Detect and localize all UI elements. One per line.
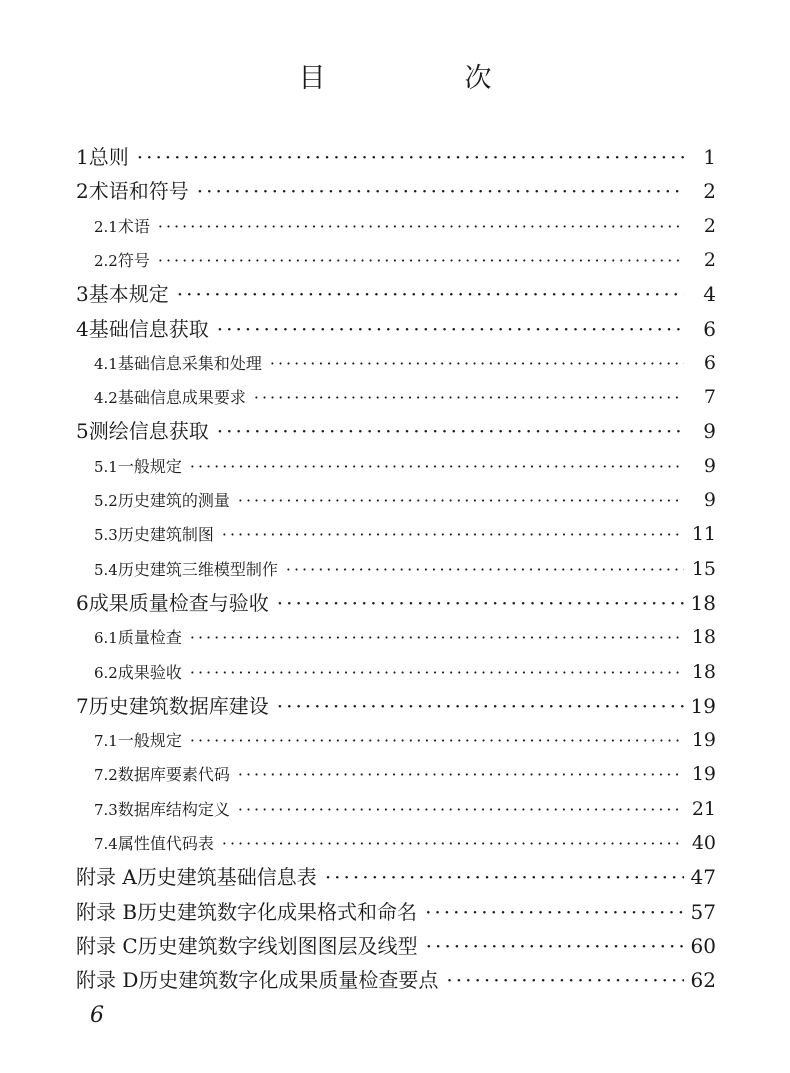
toc-entry-label: 历史建筑的测量 xyxy=(117,491,230,510)
toc-entry-page: 9 xyxy=(703,489,716,511)
toc-entry-page: 18 xyxy=(691,660,716,683)
toc-entry-label: 数据库结构定义 xyxy=(117,799,230,819)
toc-entry-number: 2 xyxy=(76,179,89,204)
toc-entry[interactable] xyxy=(76,414,716,448)
toc-entry-number: 2.2 xyxy=(94,251,118,270)
toc-entry-page: 60 xyxy=(690,933,716,958)
toc-entry[interactable] xyxy=(76,277,716,311)
toc-entry-label: 历史建筑基础信息表 xyxy=(136,865,317,890)
toc-dot-leader xyxy=(190,450,684,484)
toc-dot-leader xyxy=(238,484,684,518)
toc-dot-leader xyxy=(197,174,684,208)
toc-entry-label: 基本规定 xyxy=(88,282,169,307)
page-number: 6 xyxy=(90,1003,104,1028)
toc-entry[interactable] xyxy=(76,174,716,208)
toc-entry-number: 6 xyxy=(76,590,89,615)
toc-entry-label: 历史建筑数据库建设 xyxy=(88,693,269,718)
toc-entry-label: 基础信息获取 xyxy=(88,316,209,341)
toc-dot-leader xyxy=(190,621,684,655)
toc-entry[interactable] xyxy=(94,517,716,551)
toc-entry-page: 21 xyxy=(691,797,716,820)
toc-dot-leader xyxy=(286,553,684,587)
toc-entry-number: 7.3 xyxy=(94,800,118,819)
toc-entry-number: 2.1 xyxy=(94,217,118,236)
toc-entry[interactable] xyxy=(76,586,716,620)
toc-entry-label: 质量检查 xyxy=(117,628,182,648)
toc-entry-label: 历史建筑数字化成果质量检查要点 xyxy=(138,968,439,993)
toc-entry[interactable] xyxy=(76,689,716,723)
toc-entry-page: 40 xyxy=(691,832,716,854)
toc-entry-label: 数据库要素代码 xyxy=(117,765,230,785)
toc-entry-label: 成果验收 xyxy=(117,662,182,682)
toc-entry-number: 附录 C xyxy=(76,933,138,958)
toc-dot-leader xyxy=(277,586,684,620)
toc-entry[interactable] xyxy=(76,963,716,997)
toc-entry-number: 6.2 xyxy=(94,663,118,682)
toc-entry-label: 历史建筑数字化成果格式和命名 xyxy=(137,899,418,924)
toc-entry-page: 19 xyxy=(691,729,716,752)
toc-entry-page: 6 xyxy=(703,351,716,374)
toc-entry-label: 历史建筑三维模型制作 xyxy=(117,559,278,579)
toc-entry[interactable] xyxy=(76,929,716,963)
toc-entry-page: 7 xyxy=(703,386,716,409)
toc-dot-leader xyxy=(425,895,684,929)
toc-entry[interactable] xyxy=(94,380,716,414)
toc-entry-number: 7.4 xyxy=(94,835,118,853)
toc-entry-label: 历史建筑制图 xyxy=(117,525,214,545)
toc-dot-leader xyxy=(238,758,684,792)
toc-dot-leader xyxy=(137,140,684,174)
toc-entry-label: 测绘信息获取 xyxy=(88,419,209,444)
toc-entry-label: 一般规定 xyxy=(117,456,182,476)
toc-entry-page: 9 xyxy=(703,454,716,477)
toc-entry[interactable] xyxy=(94,792,716,826)
toc-dot-leader xyxy=(277,689,684,723)
toc-entry-page: 11 xyxy=(691,523,716,546)
toc-entry[interactable] xyxy=(94,483,716,517)
toc-entry-number: 4.2 xyxy=(94,389,118,408)
toc-entry[interactable] xyxy=(94,757,716,791)
toc-entry-number: 4 xyxy=(76,316,89,341)
toc-entry-label: 一般规定 xyxy=(117,731,182,751)
toc-entry[interactable] xyxy=(94,243,716,277)
toc-entry[interactable] xyxy=(94,655,716,689)
toc-entry-page: 1 xyxy=(703,145,716,169)
toc-entry-page: 4 xyxy=(703,282,716,307)
toc-entry-page: 9 xyxy=(703,419,716,444)
toc-title: 目 次 xyxy=(298,63,548,94)
toc-entry[interactable] xyxy=(76,895,716,929)
toc-entry-number: 5.4 xyxy=(94,560,118,579)
toc-dot-leader xyxy=(190,656,684,690)
toc-dot-leader xyxy=(325,860,684,894)
toc-dot-leader xyxy=(254,381,684,415)
toc-entry-number: 附录 D xyxy=(76,968,139,993)
toc-entry[interactable] xyxy=(94,346,716,380)
toc-entry[interactable] xyxy=(94,723,716,757)
toc-entry-number: 7.1 xyxy=(94,732,118,751)
toc-entry-label: 基础信息采集和处理 xyxy=(117,353,262,373)
toc-entry-page: 19 xyxy=(691,763,716,786)
toc-entry-page: 18 xyxy=(691,626,716,649)
toc-entry-label: 总则 xyxy=(88,145,129,169)
toc-dot-leader xyxy=(446,963,684,997)
toc-dot-leader xyxy=(426,929,684,963)
toc-entry-page: 47 xyxy=(690,865,716,890)
toc-entry-number: 5.1 xyxy=(94,457,118,476)
toc-dot-leader xyxy=(158,210,684,244)
toc-entry-label: 成果质量检查与验收 xyxy=(88,590,269,615)
toc-dot-leader xyxy=(217,414,684,448)
toc-entry-number: 5 xyxy=(76,419,89,444)
toc-dot-leader xyxy=(222,518,684,552)
toc-entry-number: 6.1 xyxy=(94,629,118,648)
toc-entry-number: 7 xyxy=(76,693,89,718)
toc-entry-page: 2 xyxy=(703,214,716,237)
toc-dot-leader xyxy=(238,793,684,827)
toc-entry-number: 附录 B xyxy=(76,899,138,924)
toc-entry-number: 附录 A xyxy=(76,865,137,890)
toc-dot-leader xyxy=(190,724,684,758)
toc-dot-leader xyxy=(177,277,684,311)
toc-entry-number: 3 xyxy=(76,282,89,307)
toc-entry[interactable] xyxy=(94,449,716,483)
toc-entry[interactable] xyxy=(94,552,716,586)
toc-entry-label: 历史建筑数字线划图图层及线型 xyxy=(137,933,418,958)
toc-entry-label: 符号 xyxy=(117,250,150,270)
toc-entry-page: 57 xyxy=(690,899,716,924)
toc-entry[interactable] xyxy=(76,140,716,174)
toc-dot-leader xyxy=(158,244,684,278)
toc-entry-number: 5.3 xyxy=(94,526,118,545)
toc-entry-page: 18 xyxy=(690,590,716,615)
toc-entry-label: 术语和符号 xyxy=(88,179,189,204)
toc-dot-leader xyxy=(217,312,684,346)
toc-entry-label: 术语 xyxy=(117,216,150,236)
toc-entry-page: 6 xyxy=(703,316,716,341)
toc-entry[interactable] xyxy=(94,826,716,860)
toc-entry-page: 2 xyxy=(703,179,716,204)
toc-entry-number: 7.2 xyxy=(94,766,118,785)
toc-dot-leader xyxy=(222,827,684,861)
toc-entry[interactable] xyxy=(94,620,716,654)
toc-entry-page: 2 xyxy=(703,248,716,271)
toc-entry-number: 1 xyxy=(76,145,89,169)
toc-dot-leader xyxy=(270,347,684,381)
toc-entry[interactable] xyxy=(76,312,716,346)
toc-entry-page: 15 xyxy=(691,557,716,580)
toc-entry[interactable] xyxy=(94,209,716,243)
toc-entry-page: 62 xyxy=(690,968,716,993)
toc-entry-page: 19 xyxy=(690,693,716,718)
toc-entry-label: 基础信息成果要求 xyxy=(117,388,246,408)
toc-entry-number: 4.1 xyxy=(94,354,118,373)
toc-entry-label: 属性值代码表 xyxy=(117,834,214,853)
toc-entry[interactable] xyxy=(76,860,716,894)
toc-entry-number: 5.2 xyxy=(94,492,118,510)
